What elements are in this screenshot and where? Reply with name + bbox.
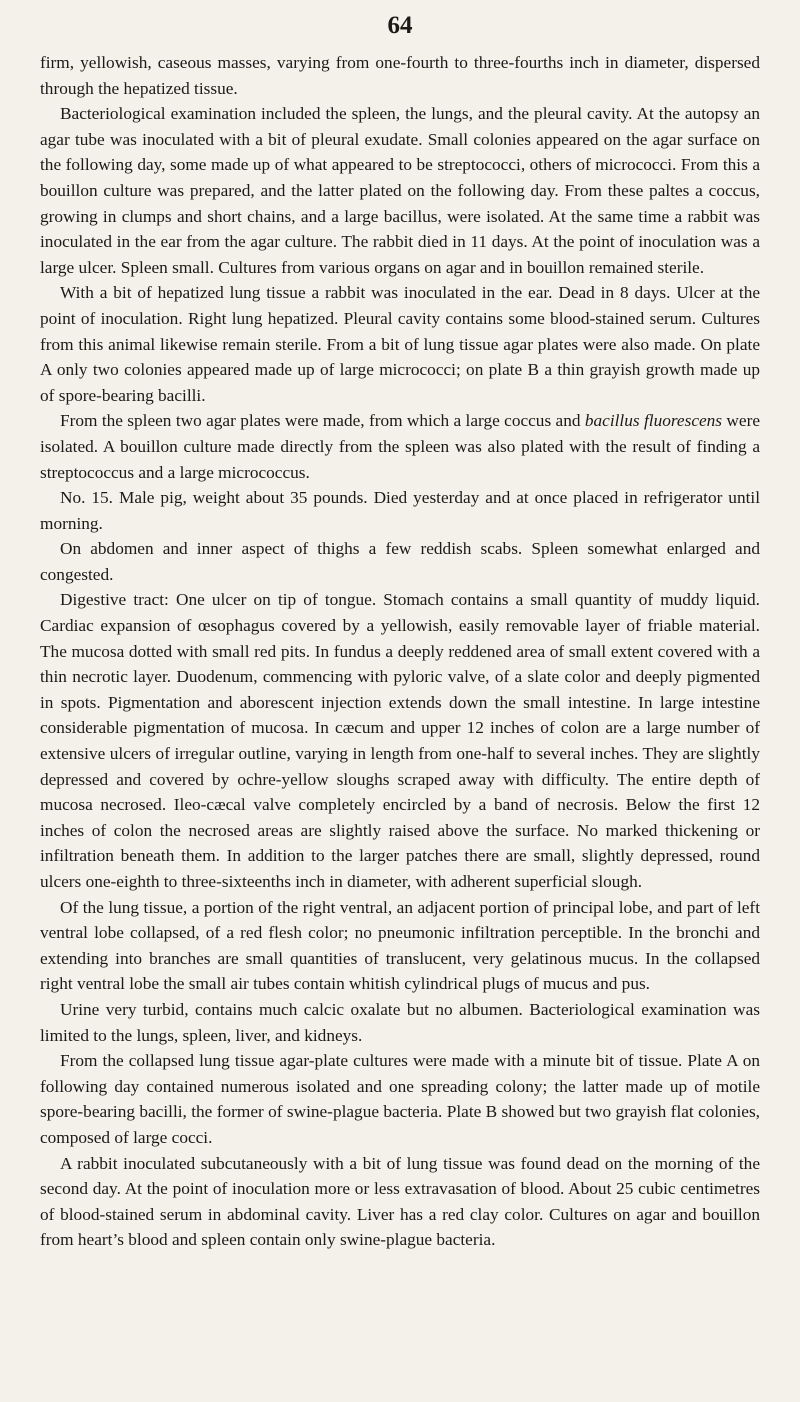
paragraph: From the collapsed lung tissue agar-plate cultures were made with a minute bit of tissue. Plate A on following day contained numerous isolated and one spreading colony; the latter made up of motile spore-bearing bacilli, the former of swine-plague bacteria. Plate B showed but two grayish flat colonies, composed of large cocci. <box>40 1051 760 1147</box>
paragraph: A rabbit inoculated subcutaneously with a bit of lung tissue was found dead on the morning of the second day. At the point of inoculation more or less extravasation of blood. About 25 cubic centimetres of blood-stained serum in abdominal cavity. Liver has a red clay color. Cultures on agar and bouillon from heart’s blood and spleen contain only swine-plague bacteria. <box>40 1153 760 1250</box>
paragraph: On abdomen and inner aspect of thighs a few reddish scabs. Spleen somewhat enlarged and congested. <box>40 539 760 584</box>
paragraph <box>40 408 760 485</box>
paragraph: Of the lung tissue, a portion of the right ventral, an adjacent portion of principal lobe, and part of left ventral lobe collapsed, of a red flesh color; no pneumonic infiltration perceptible. In the bronchi and extending into branches are small quantities of translucent, very gelatinous mucus. In the collapsed right ventral lobe the small air tubes contain whitish cylindrical plugs of mucus and pus. <box>40 897 760 994</box>
body-text <box>40 50 760 1253</box>
paragraph-text: were isolated. A bouillon culture made directly from the spleen was also plated with the result of finding a streptococcus and a large micrococcus. <box>40 411 760 482</box>
paragraph: No. 15. Male pig, weight about 35 pounds. Died yesterday and at once placed in refrigerator until morning. <box>40 488 760 533</box>
paragraph: With a bit of hepatized lung tissue a rabbit was inoculated in the ear. Dead in 8 days. Ulcer at the point of inoculation. Right lung hepatized. Pleural cavity contains some blood-stained serum. Cultures from this animal likewise remain sterile. From a bit of lung tissue agar plates were also made. On plate A only two colonies appeared made up of large micrococci; on plate B a thin grayish growth made up of spore-bearing bacilli. <box>40 283 760 405</box>
italic-term: bacillus fluorescens <box>584 411 723 431</box>
paragraph: Digestive tract: One ulcer on tip of tongue. Stomach contains a small quantity of muddy liquid. Cardiac expansion of œsophagus covered by a yellowish, easily removable layer of friable material. The mucosa dotted with small red pits. In fundus a deeply reddened area of small extent covered with a thin necrotic layer. Duodenum, commencing with pyloric valve, of a slate color and deeply pigmented in spots. Pigmentation and aborescent injection extends down the small intestine. In large intestine considerable pigmentation of mucosa. In cæcum and upper 12 inches of colon are a large number of extensive ulcers of irregular outline, varying in length from one-half to several inches. They are slightly depressed and covered by ochre-yellow sloughs scraped away with difficulty. The entire depth of mucosa necrosed. Ileo-cæcal valve completely encircled by a band of necrosis. Below the first 12 inches of colon the necrosed areas are slightly raised above the surface. No marked thickening or infiltration beneath them. In addition to the larger patches there are small, slightly depressed, round ulcers one-eighth to three-sixteenths inch in diameter, with adherent superficial slough. <box>40 590 760 891</box>
paragraph: firm, yellowish, caseous masses, varying from one-fourth to three-fourths inch in diameter, dispersed through the hepatized tissue. <box>40 53 760 98</box>
paragraph-text: From the spleen two agar plates were made, from which a large coccus and <box>60 411 585 431</box>
paragraph: Urine very turbid, contains much calcic oxalate but no albumen. Bacteriological examination was limited to the lungs, spleen, liver, and kidneys. <box>40 999 760 1045</box>
paragraph: Bacteriological examination included the spleen, the lungs, and the pleural cavity. At the autopsy an agar tube was inoculated with a bit of pleural exudate. Small colonies appeared on the agar surface on the following day, some made up of what appeared to be streptococci, others of micrococci. From this a bouillon culture was prepared, and the latter plated on the following day. From these paltes a coccus, growing in clumps and short chains, and a large bacillus, were isolated. At the same time a rabbit was inoculated in the ear from the agar culture. The rabbit died in 11 days. At the point of inoculation was a large ulcer. Spleen small. Cultures from various organs on agar and in bouillon remained sterile. <box>40 104 760 277</box>
page-number: 64 <box>387 12 413 39</box>
